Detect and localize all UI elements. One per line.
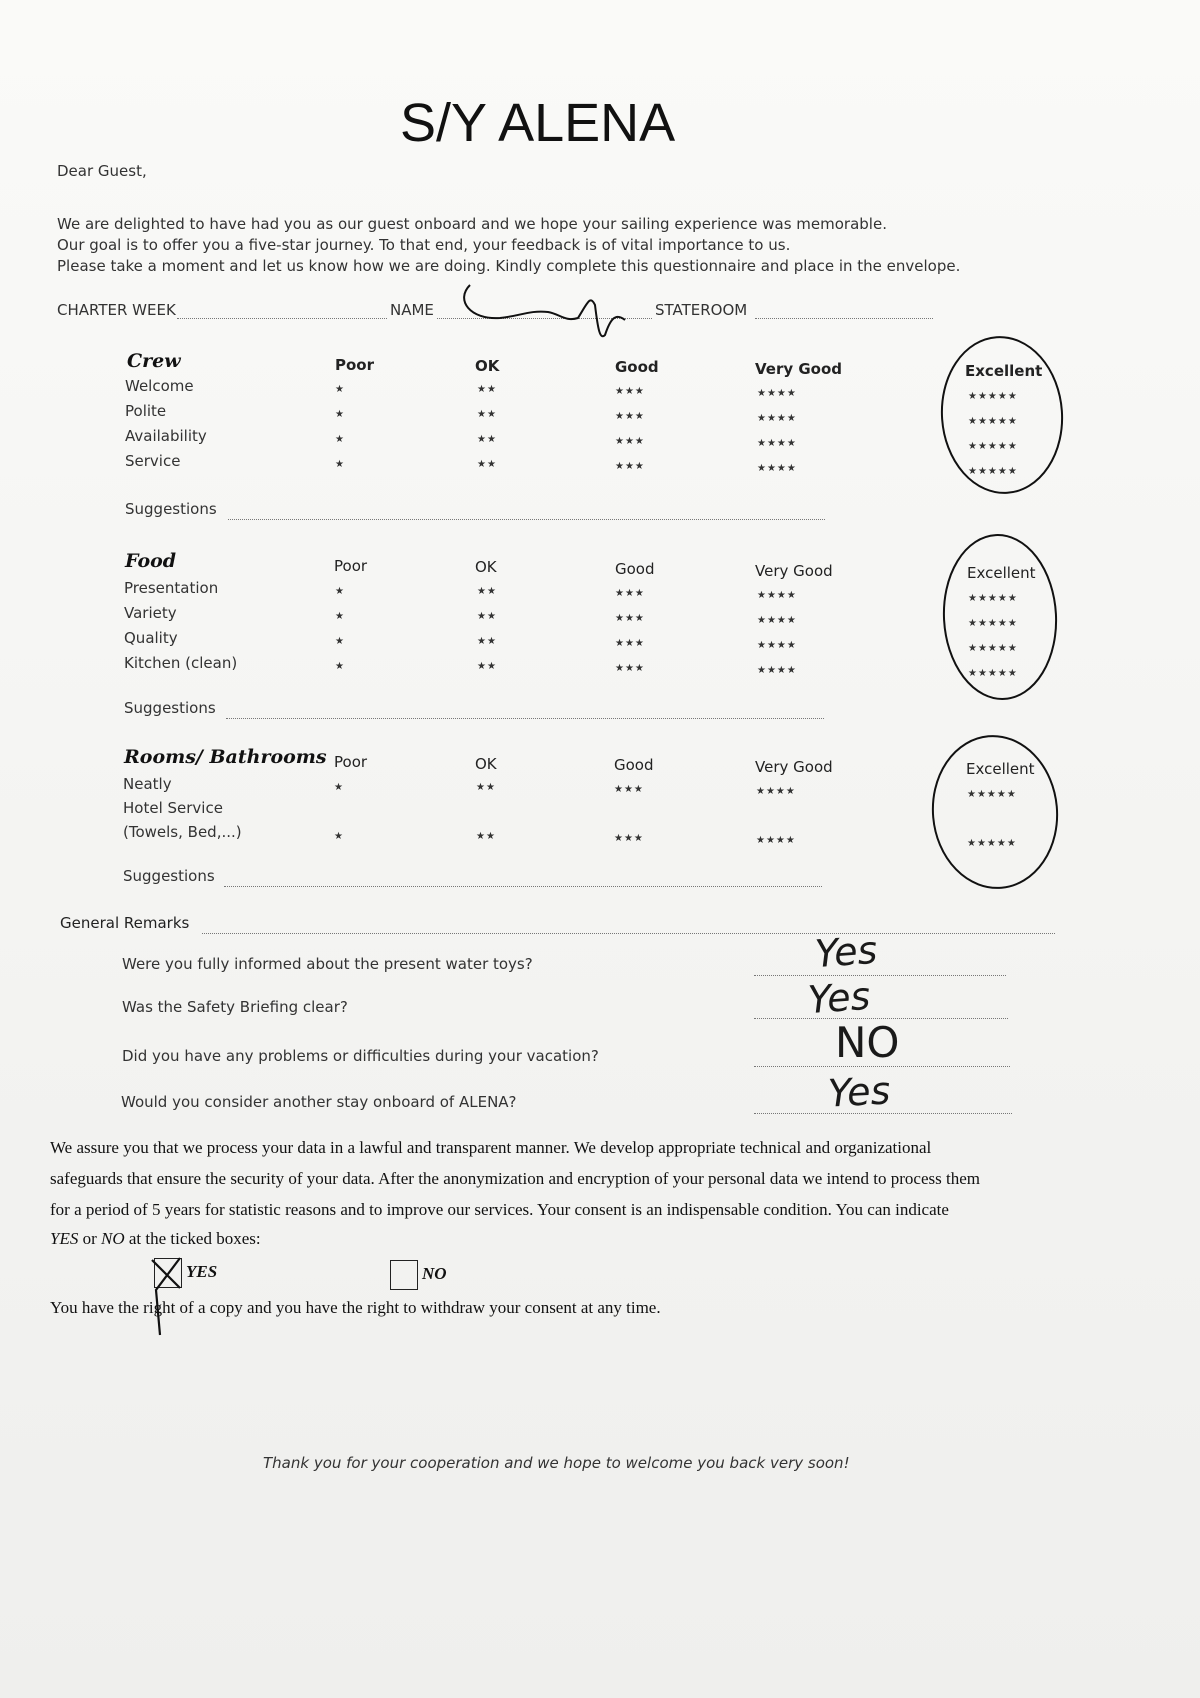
greeting: Dear Guest, (57, 162, 147, 180)
rating-ok[interactable]: ★★ (477, 661, 497, 672)
privacy-line: for a period of 5 years for statistic reasons and to improve our services. Your consent is an indispensable condition. You can indicate (50, 1200, 949, 1219)
page-title: S/Y ALENA (400, 93, 676, 153)
rating-good[interactable]: ★★★ (615, 461, 645, 472)
rating-ok[interactable]: ★★ (477, 611, 497, 622)
row-label: Quality (124, 629, 178, 647)
handwritten-answer: NO (835, 1018, 900, 1067)
consent-yes-checkbox[interactable] (154, 1258, 182, 1288)
rating-good[interactable]: ★★★ (615, 436, 645, 447)
section-title-food: Food (125, 550, 177, 572)
col-good: Good (614, 756, 654, 774)
handwritten-answer: Yes (826, 1068, 892, 1116)
rating-poor[interactable]: ★ (335, 384, 345, 395)
handwritten-answer: Yes (813, 927, 879, 977)
rating-excellent[interactable]: ★★★★★ (968, 441, 1018, 452)
col-poor: Poor (334, 753, 368, 771)
question: Were you fully informed about the present water toys? (122, 955, 533, 973)
rating-good[interactable]: ★★★ (615, 588, 645, 599)
ticked-boxes-text: at the ticked boxes: (124, 1229, 261, 1248)
col-poor: Poor (334, 557, 368, 575)
section-title-crew: Crew (127, 350, 181, 372)
rating-excellent[interactable]: ★★★★★ (968, 643, 1018, 654)
rights-text: You have the right of a copy and you have the right to withdraw your consent at any time. (50, 1298, 661, 1317)
row-label: Polite (125, 402, 167, 420)
charter-week-field[interactable] (177, 318, 387, 319)
charter-week-label: CHARTER WEEK (57, 301, 176, 319)
rating-very-good[interactable]: ★★★★ (757, 590, 797, 601)
intro-line: Our goal is to offer you a five-star journey. To that end, your feedback is of vital importance to us. (57, 236, 791, 254)
row-label: Welcome (125, 377, 194, 395)
section-title-rooms: Rooms/ Bathrooms (124, 746, 327, 768)
name-label: NAME (390, 301, 434, 319)
rating-good[interactable]: ★★★ (614, 833, 644, 844)
selection-circle-rooms (927, 731, 1064, 893)
rating-excellent[interactable]: ★★★★★ (968, 391, 1018, 402)
suggestions-field[interactable] (228, 519, 825, 520)
row-label: Variety (124, 604, 177, 622)
rating-good[interactable]: ★★★ (614, 784, 644, 795)
handwritten-answer: Yes (806, 973, 872, 1023)
rating-excellent[interactable]: ★★★★★ (967, 789, 1017, 800)
intro-line: Please take a moment and let us know how we are doing. Kindly complete this questionnaire and place in the envelope. (57, 257, 961, 275)
thank-you-note: Thank you for your cooperation and we hope to welcome you back very soon! (263, 1454, 850, 1472)
rating-ok[interactable]: ★★ (477, 409, 497, 420)
consent-no-checkbox[interactable] (390, 1260, 418, 1290)
rating-excellent[interactable]: ★★★★★ (968, 466, 1018, 477)
rating-very-good[interactable]: ★★★★ (757, 413, 797, 424)
rating-poor[interactable]: ★ (335, 586, 345, 597)
privacy-line (50, 1229, 261, 1249)
rating-excellent[interactable]: ★★★★★ (968, 668, 1018, 679)
rating-very-good[interactable]: ★★★★ (756, 835, 796, 846)
rating-ok[interactable]: ★★ (476, 831, 496, 842)
suggestions-label: Suggestions (125, 500, 217, 518)
rating-good[interactable]: ★★★ (615, 613, 645, 624)
rating-poor[interactable]: ★ (335, 434, 345, 445)
yes-word: YES (50, 1229, 79, 1248)
rating-ok[interactable]: ★★ (476, 782, 496, 793)
rating-good[interactable]: ★★★ (615, 638, 645, 649)
col-good: Good (615, 560, 655, 578)
rating-excellent[interactable]: ★★★★★ (968, 618, 1018, 629)
or-word: or (78, 1229, 102, 1248)
row-label: Presentation (124, 579, 219, 597)
question: Would you consider another stay onboard of ALENA? (121, 1093, 517, 1111)
suggestions-label: Suggestions (123, 867, 215, 885)
rating-very-good[interactable]: ★★★★ (757, 388, 797, 399)
suggestions-label: Suggestions (124, 699, 216, 717)
answer-field[interactable] (754, 1113, 1012, 1114)
rating-poor[interactable]: ★ (335, 409, 345, 420)
consent-no-label: NO (422, 1264, 447, 1283)
row-label: Availability (125, 427, 207, 445)
col-ok: OK (475, 755, 497, 773)
consent-yes-label: YES (186, 1262, 218, 1281)
col-excellent: Excellent (967, 564, 1036, 582)
suggestions-field[interactable] (224, 886, 822, 887)
rating-good[interactable]: ★★★ (615, 663, 645, 674)
signature-mark (464, 285, 625, 336)
privacy-line: We assure you that we process your data in a lawful and transparent manner. We develop appropriate technical and organizational (50, 1138, 932, 1157)
rating-poor[interactable]: ★ (335, 636, 345, 647)
rating-poor[interactable]: ★ (335, 459, 345, 470)
col-very-good: Very Good (755, 360, 843, 378)
col-very-good: Very Good (755, 562, 833, 580)
rating-excellent[interactable]: ★★★★★ (968, 416, 1018, 427)
suggestions-field[interactable] (226, 718, 824, 719)
row-label: Kitchen (clean) (124, 654, 238, 672)
answer-field[interactable] (754, 975, 1006, 976)
rating-very-good[interactable]: ★★★★ (757, 463, 797, 474)
rating-poor[interactable]: ★ (335, 611, 345, 622)
question: Was the Safety Briefing clear? (122, 998, 348, 1016)
intro-line: We are delighted to have had you as our guest onboard and we hope your sailing experience was memorable. (57, 215, 887, 233)
rating-ok[interactable]: ★★ (477, 586, 497, 597)
no-word: NO (101, 1229, 125, 1248)
col-ok: OK (475, 558, 497, 576)
general-remarks-label: General Remarks (60, 914, 190, 932)
rating-very-good[interactable]: ★★★★ (757, 438, 797, 449)
rating-ok[interactable]: ★★ (477, 636, 497, 647)
rating-ok[interactable]: ★★ (477, 384, 497, 395)
rating-ok[interactable]: ★★ (477, 434, 497, 445)
question: Did you have any problems or difficulties during your vacation? (122, 1047, 599, 1065)
col-excellent: Excellent (965, 362, 1043, 380)
stateroom-field[interactable] (755, 318, 933, 319)
col-poor: Poor (335, 356, 375, 374)
col-ok: OK (475, 357, 500, 375)
row-label: Hotel Service (123, 799, 223, 817)
col-excellent: Excellent (966, 760, 1035, 778)
rating-excellent[interactable]: ★★★★★ (968, 593, 1018, 604)
row-label: Neatly (123, 775, 172, 793)
rating-very-good[interactable]: ★★★★ (756, 786, 796, 797)
row-label: Service (125, 452, 181, 470)
rating-poor[interactable]: ★ (334, 831, 344, 842)
rating-very-good[interactable]: ★★★★ (757, 665, 797, 676)
stateroom-label: STATEROOM (655, 301, 748, 319)
rating-ok[interactable]: ★★ (477, 459, 497, 470)
rating-good[interactable]: ★★★ (615, 386, 645, 397)
rating-very-good[interactable]: ★★★★ (757, 640, 797, 651)
rating-excellent[interactable]: ★★★★★ (967, 838, 1017, 849)
col-very-good: Very Good (755, 758, 833, 776)
row-label: (Towels, Bed,...) (123, 823, 242, 841)
rating-very-good[interactable]: ★★★★ (757, 615, 797, 626)
general-remarks-field[interactable] (202, 933, 1055, 934)
rating-poor[interactable]: ★ (335, 661, 345, 672)
privacy-line: safeguards that ensure the security of your data. After the anonymization and encryption of your personal data we intend to process them (50, 1169, 980, 1188)
rating-good[interactable]: ★★★ (615, 411, 645, 422)
col-good: Good (615, 358, 659, 376)
rating-poor[interactable]: ★ (334, 782, 344, 793)
name-field[interactable] (437, 318, 652, 319)
